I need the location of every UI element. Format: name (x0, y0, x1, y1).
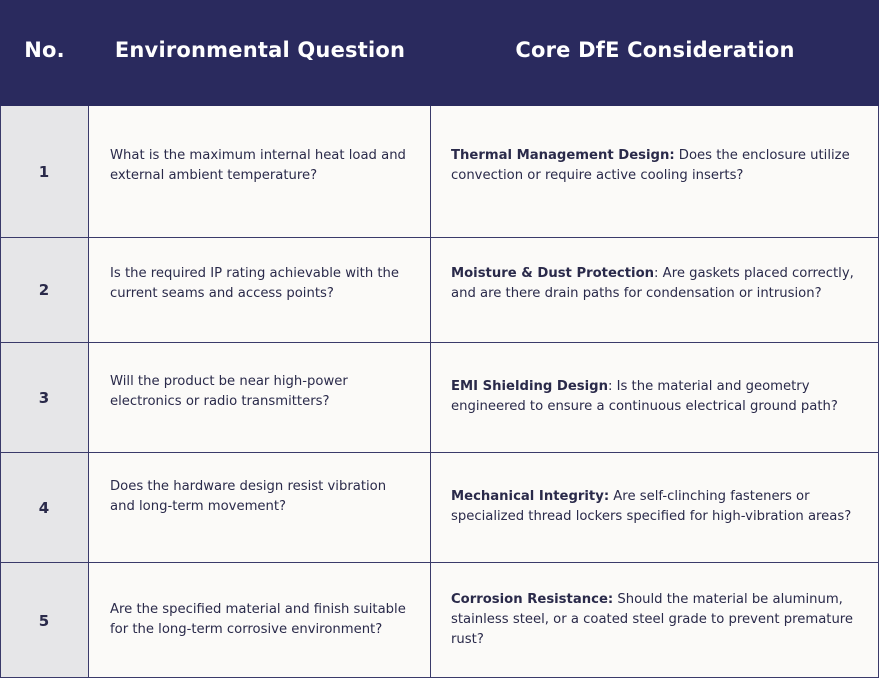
consideration-title: EMI Shielding Design (451, 378, 608, 394)
consideration-title: Mechanical Integrity: (451, 488, 610, 504)
consideration-text (451, 487, 865, 527)
consideration-text (451, 377, 865, 417)
consideration-text (451, 590, 865, 650)
consideration-title: Thermal Management Design: (451, 147, 675, 163)
consideration-text (451, 264, 865, 304)
consideration-cell (431, 343, 879, 452)
question-text: Will the product be near high-power electronics or radio transmitters? (110, 373, 348, 409)
consideration-body: Are self-clinching fasteners or specialized thread lockers specified for high-vibration areas? (451, 488, 852, 524)
table-row (0, 106, 879, 237)
consideration-text (451, 146, 865, 186)
question-text: Is the required IP rating achievable with the current seams and access points? (110, 266, 400, 301)
question-cell (89, 563, 431, 678)
table-row (0, 562, 879, 678)
consideration-cell (431, 563, 879, 678)
question-text: Are the specified material and finish suitable for the long-term corrosive environment? (110, 601, 406, 637)
question-cell (89, 343, 431, 452)
consideration-body: Does the enclosure utilize convection or require active cooling inserts? (451, 147, 850, 183)
consideration-body: : Is the material and geometry engineered to ensure a continuous electrical ground path? (451, 378, 838, 414)
question-text: Does the hardware design resist vibration and long-term movement? (110, 478, 387, 514)
consideration-cell (431, 453, 879, 562)
consideration-title: Corrosion Resistance: (451, 591, 614, 607)
header-core-dfe-consideration: Core DfE Consideration (515, 38, 795, 62)
consideration-cell (431, 238, 879, 342)
consideration-cell (431, 106, 879, 237)
row-number: 2 (0, 238, 89, 342)
row-number: 5 (0, 563, 89, 678)
header-environmental-question: Environmental Question (114, 38, 406, 62)
table-row (0, 452, 879, 562)
question-cell (89, 238, 431, 342)
row-number: 4 (0, 453, 89, 562)
consideration-body: : Are gaskets placed correctly, and are there drain paths for condensation or intrusion? (451, 266, 854, 301)
question-cell (89, 106, 431, 237)
question-text: What is the maximum internal heat load and external ambient temperature? (110, 147, 406, 183)
row-number: 3 (0, 343, 89, 452)
question-cell (89, 453, 431, 562)
table-row (0, 237, 879, 342)
table-row (0, 342, 879, 452)
table-left-border (0, 106, 1, 678)
table-header (0, 0, 879, 106)
row-number: 1 (0, 106, 89, 237)
header-no: No. (24, 38, 65, 62)
consideration-body: Should the material be aluminum, stainless steel, or a coated steel grade to prevent premature rust? (451, 591, 854, 647)
consideration-title: Moisture & Dust Protection (451, 266, 655, 281)
